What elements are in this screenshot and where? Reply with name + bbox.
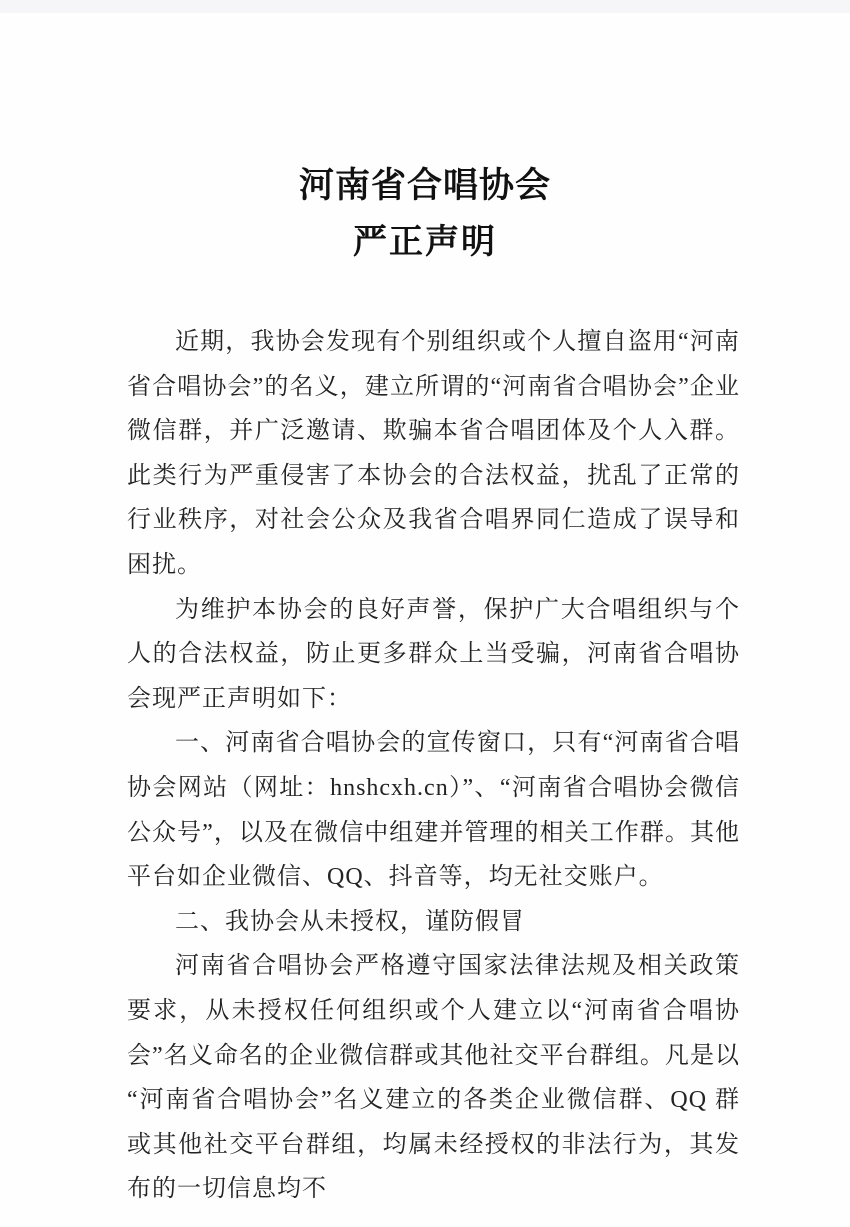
paragraph-intro: 近期，我协会发现有个别组织或个人擅自盗用“河南省合唱协会”的名义，建立所谓的“河南省合唱协会”企业微信群，并广泛邀请、欺骗本省合唱团体及个人入群。此类行为严重侵害了本协会的合法权益，扰乱了正常的行业秩序，对社会公众及我省合唱界同仁造成了误导和困扰。 bbox=[127, 329, 740, 578]
document-body bbox=[127, 320, 740, 1212]
paragraph-item-2-body: 河南省合唱协会严格遵守国家法律法规及相关政策要求，从未授权任何组织或个人建立以“河南省合唱协会”名义命名的企业微信群或其他社交平台群组。凡是以“河南省合唱协会”名义建立的各类企业微信群、QQ 群或其他社交平台群组，均属未经授权的非法行为，其发布的一切信息均不 bbox=[127, 953, 740, 1203]
paragraph-purpose: 为维护本协会的良好声誉，保护广大合唱组织与个人的合法权益，防止更多群众上当受骗，河南省合唱协会现严正声明如下： bbox=[127, 596, 740, 712]
document-title bbox=[0, 157, 850, 271]
paragraph-item-2-heading: 二、我协会从未授权，谨防假冒 bbox=[175, 908, 525, 935]
title-line-2: 严正声明 bbox=[353, 224, 497, 261]
scan-edge-top bbox=[0, 0, 850, 13]
title-line-1: 河南省合唱协会 bbox=[298, 166, 551, 205]
paragraph-item-1: 一、河南省合唱协会的宣传窗口，只有“河南省合唱协会网站（网址：hnshcxh.cn）”、“河南省合唱协会微信公众号”，以及在微信中组建并管理的相关工作群。其他平台如企业微信、QQ、抖音等，均无社交账户。 bbox=[127, 730, 740, 891]
